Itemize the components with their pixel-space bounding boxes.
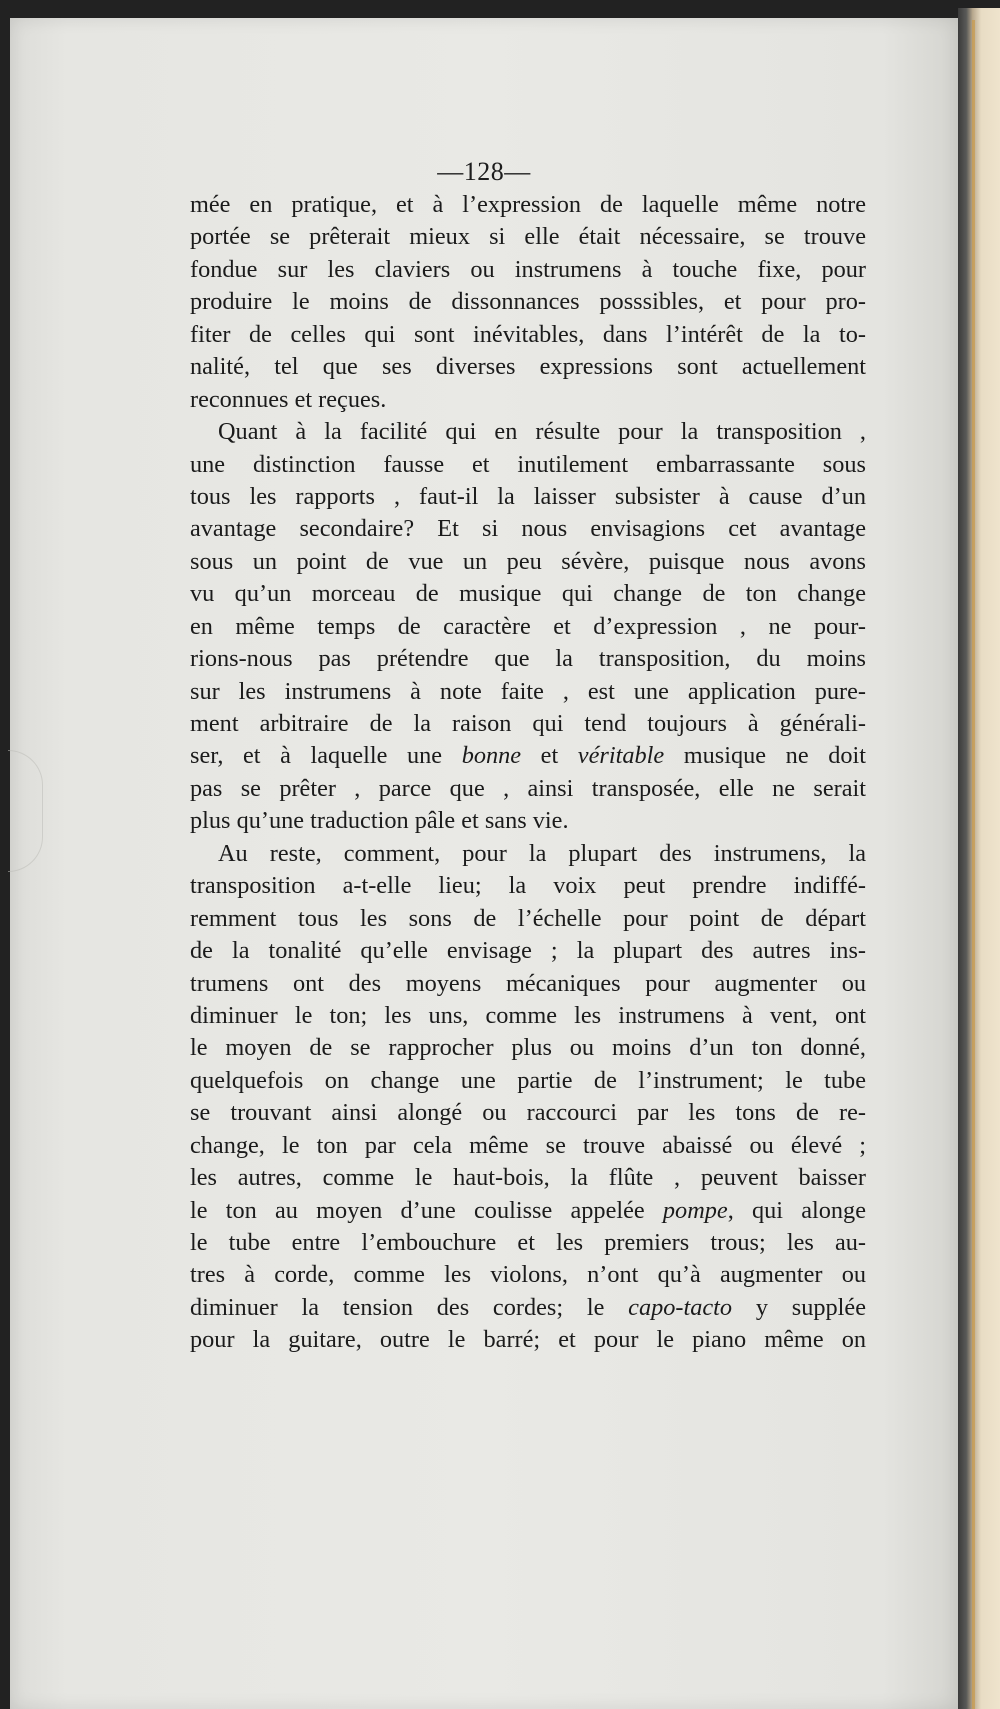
text-line: change, le ton par cela même se trouve abaissé ou élevé ;: [190, 1131, 866, 1159]
binding-mark: [8, 750, 43, 872]
text-line: portée se prêterait mieux si elle était nécessaire, se trouve: [190, 223, 866, 251]
text-line: de la tonalité qu’elle envisage ; la plupart des autres ins-: [190, 937, 866, 965]
text-segment: y supplée: [732, 1293, 866, 1321]
text-line: vu qu’un morceau de musique qui change de ton change: [190, 580, 866, 608]
text-line: pour la guitare, outre le barré; et pour le piano même on: [190, 1326, 866, 1354]
text-line: reconnues et reçues.: [190, 385, 387, 413]
text-line: nalité, tel que ses diverses expressions sont actuellement: [190, 353, 866, 381]
text-line: les autres, comme le haut-bois, la flûte , peuvent baisser: [190, 1164, 866, 1192]
text-line: mée en pratique, et à l’expression de laquelle même notre: [190, 191, 866, 218]
italic-term: bonne: [461, 742, 522, 770]
text-line: [190, 740, 866, 772]
text-line: ment arbitraire de la raison qui tend toujours à générali-: [190, 710, 866, 737]
page-number: —128—: [437, 157, 531, 186]
book-edge: [958, 8, 1000, 1709]
text-line: pas se prêter , parce que , ainsi transposée, elle ne serait: [190, 774, 866, 802]
book-edge-stripe: [972, 20, 975, 1709]
text-line: plus qu’une traduction pâle et sans vie.: [190, 807, 569, 835]
text-line: Au reste, comment, pour la plupart des instrumens, la: [218, 839, 866, 867]
italic-term: pompe: [662, 1196, 728, 1224]
text-segment: diminuer la tension des cordes; le: [190, 1293, 629, 1321]
text-line: trumens ont des moyens mécaniques pour augmenter ou: [190, 969, 866, 997]
text-line: remment tous les sons de l’échelle pour point de départ: [190, 904, 866, 932]
text-line: en même temps de caractère et d’expression , ne pour-: [190, 612, 866, 640]
italic-term: véritable: [577, 742, 665, 770]
text-segment: ser, et à laquelle une: [190, 742, 462, 770]
text-line: Quant à la facilité qui en résulte pour la transposition ,: [218, 418, 866, 446]
text-line: sous un point de vue un peu sévère, puisque nous avons: [190, 547, 866, 575]
body-text: [190, 189, 866, 1357]
text-line: diminuer le ton; les uns, comme les instrumens à vent, ont: [190, 1001, 866, 1029]
text-line: une distinction fausse et inutilement embarrassante sous: [190, 450, 866, 478]
text-line: [190, 1195, 866, 1227]
text-segment: , qui alonge: [727, 1196, 866, 1224]
text-segment: et: [521, 742, 578, 770]
text-line: le tube entre l’embouchure et les premiers trous; les au-: [190, 1229, 866, 1256]
text-line: produire le moins de dissonnances posssibles, et pour pro-: [190, 288, 866, 316]
italic-term: capo-tacto: [628, 1293, 733, 1321]
text-line: se trouvant ainsi alongé ou raccourci par les tons de re-: [190, 1099, 866, 1127]
text-line: sur les instrumens à note faite , est une application pure-: [190, 677, 866, 705]
text-line: tres à corde, comme les violons, n’ont qu’à augmenter ou: [190, 1261, 866, 1289]
text-line: le moyen de se rapprocher plus ou moins d’un ton donné,: [190, 1034, 866, 1062]
text-line: quelquefois on change une partie de l’instrument; le tube: [190, 1066, 866, 1094]
text-line: avantage secondaire? Et si nous envisagions cet avantage: [190, 515, 866, 543]
text-line: rions-nous pas prétendre que la transposition, du moins: [190, 645, 866, 673]
text-line: [190, 1292, 866, 1324]
text-line: fiter de celles qui sont inévitables, dans l’intérêt de la to-: [190, 320, 866, 348]
text-line: tous les rapports , faut-il la laisser subsister à cause d’un: [190, 482, 866, 510]
text-segment: musique ne doit: [664, 742, 866, 770]
text-segment: le ton au moyen d’une coulisse appelée: [190, 1196, 663, 1224]
text-line: transposition a-t-elle lieu; la voix peut prendre indiffé-: [190, 872, 866, 900]
text-line: fondue sur les claviers ou instrumens à touche fixe, pour: [190, 255, 866, 283]
